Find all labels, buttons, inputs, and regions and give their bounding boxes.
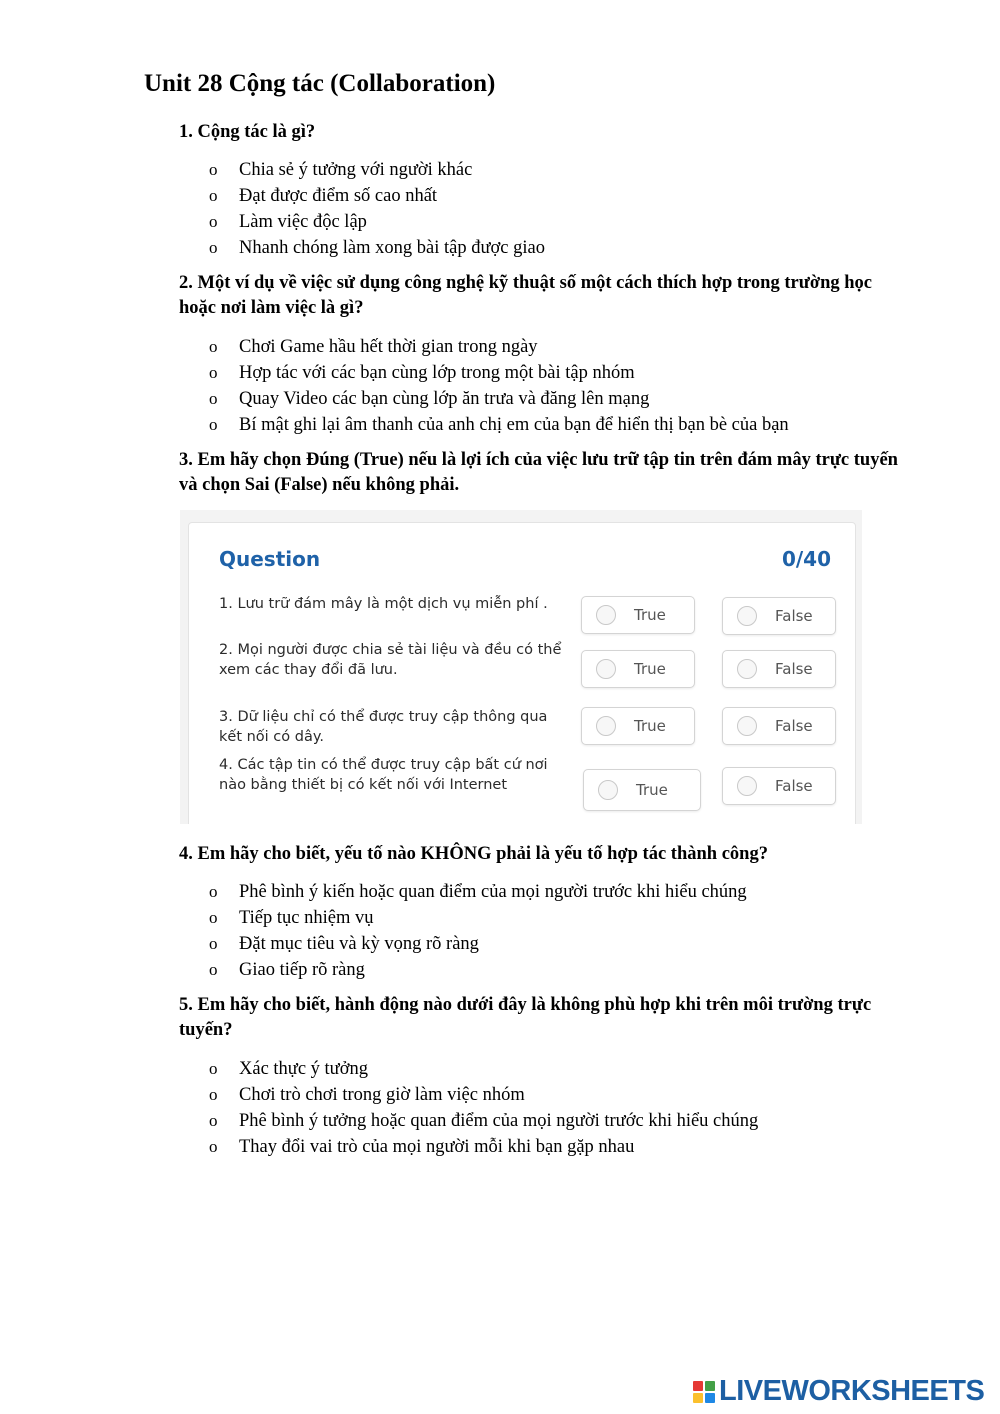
option[interactable] — [209, 1108, 758, 1134]
option-label: Nhanh chóng làm xong bài tập được giao — [239, 238, 545, 258]
false-label: False — [775, 607, 813, 625]
option-label: Chơi Game hầu hết thời gian trong ngày — [239, 337, 538, 357]
option-label: Xác thực ý tưởng — [239, 1059, 368, 1079]
radio-icon[interactable] — [596, 659, 616, 679]
bullet: o — [209, 238, 218, 257]
radio-icon[interactable] — [737, 659, 757, 679]
false-option[interactable] — [722, 650, 836, 688]
panel-heading: Question — [219, 547, 321, 571]
true-option[interactable] — [583, 769, 701, 811]
bullet: o — [209, 1059, 218, 1078]
bullet: o — [209, 882, 218, 901]
true-label: True — [634, 606, 666, 624]
option[interactable] — [209, 360, 789, 386]
option-label: Bí mật ghi lại âm thanh của anh chị em của bạn để hiển thị bạn bè của bạn — [239, 415, 789, 435]
bullet: o — [209, 363, 218, 382]
page-title: Unit 28 Cộng tác (Collaboration) — [144, 70, 496, 97]
true-label: True — [634, 717, 666, 735]
false-option[interactable] — [722, 597, 836, 635]
true-label: True — [634, 660, 666, 678]
option-label: Giao tiếp rõ ràng — [239, 960, 365, 980]
bullet: o — [209, 960, 218, 979]
option[interactable] — [209, 931, 747, 957]
tf-item-text: 3. Dữ liệu chỉ có thể được truy cập thông qua kết nối có dây. — [219, 709, 548, 745]
option[interactable] — [209, 209, 545, 235]
question-5: 5. Em hãy cho biết, hành động nào dưới đây là không phù hợp khi trên môi trường trực tuyến? — [179, 995, 872, 1040]
option[interactable] — [209, 183, 545, 209]
true-option[interactable] — [581, 596, 695, 634]
question-2-options — [209, 334, 789, 438]
option-label: Phê bình ý kiến hoặc quan điểm của mọi người trước khi hiểu chúng — [239, 882, 747, 902]
true-option[interactable] — [581, 650, 695, 688]
radio-icon[interactable] — [596, 716, 616, 736]
option[interactable] — [209, 905, 747, 931]
radio-icon[interactable] — [737, 716, 757, 736]
bullet: o — [209, 186, 218, 205]
bullet: o — [209, 908, 218, 927]
option[interactable] — [209, 879, 747, 905]
option-label: Hợp tác với các bạn cùng lớp trong một bài tập nhóm — [239, 363, 635, 383]
quiz-panel — [188, 522, 856, 824]
option-label: Tiếp tục nhiệm vụ — [239, 908, 374, 928]
question-5-options — [209, 1056, 758, 1160]
bullet: o — [209, 212, 218, 231]
bullet: o — [209, 415, 218, 434]
question-4: 4. Em hãy cho biết, yếu tố nào KHÔNG phải là yếu tố hợp tác thành công? — [179, 844, 768, 864]
radio-icon[interactable] — [596, 605, 616, 625]
bullet: o — [209, 934, 218, 953]
option[interactable] — [209, 1082, 758, 1108]
true-option[interactable] — [581, 707, 695, 745]
radio-icon[interactable] — [737, 776, 757, 796]
tf-item-text: 4. Các tập tin có thể được truy cập bất cứ nơi nào bằng thiết bị có kết nối với Internet — [219, 757, 548, 793]
quiz-screenshot — [180, 510, 862, 824]
brand-name: LIVEWORKSHEETS — [719, 1375, 985, 1407]
tf-item-text: 2. Mọi người được chia sẻ tài liệu và đều có thể xem các thay đổi đã lưu. — [219, 642, 562, 678]
bullet: o — [209, 337, 218, 356]
panel-header — [219, 547, 831, 571]
option[interactable] — [209, 386, 789, 412]
false-option[interactable] — [722, 707, 836, 745]
tf-item-text: 1. Lưu trữ đám mây là một dịch vụ miễn phí . — [219, 596, 548, 612]
bullet: o — [209, 389, 218, 408]
liveworksheets-logo[interactable] — [693, 1375, 984, 1408]
option-label: Thay đổi vai trò của mọi người mỗi khi bạn gặp nhau — [239, 1137, 635, 1157]
question-1-options — [209, 157, 545, 261]
option-label: Phê bình ý tưởng hoặc quan điểm của mọi người trước khi hiểu chúng — [239, 1111, 759, 1131]
bullet: o — [209, 160, 218, 179]
false-label: False — [775, 777, 813, 795]
true-label: True — [636, 781, 668, 799]
question-3: 3. Em hãy chọn Đúng (True) nếu là lợi ích của việc lưu trữ tập tin trên đám mây trực tuyến và chọn Sai (False) nếu không phải. — [179, 450, 898, 495]
radio-icon[interactable] — [598, 780, 618, 800]
question-1: 1. Cộng tác là gì? — [179, 122, 316, 142]
question-2: 2. Một ví dụ về việc sử dụng công nghệ kỹ thuật số một cách thích hợp trong trường học hoặc nơi làm việc là gì? — [179, 273, 872, 318]
option-label: Đặt mục tiêu và kỳ vọng rõ ràng — [239, 934, 479, 954]
option-label: Đạt được điểm số cao nhất — [239, 186, 438, 206]
option-label: Quay Video các bạn cùng lớp ăn trưa và đăng lên mạng — [239, 389, 650, 409]
option[interactable] — [209, 157, 545, 183]
radio-icon[interactable] — [737, 606, 757, 626]
option[interactable] — [209, 1056, 758, 1082]
question-4-options — [209, 879, 747, 983]
option-label: Làm việc độc lập — [239, 212, 367, 232]
option-label: Chia sẻ ý tưởng với người khác — [239, 160, 473, 180]
option[interactable] — [209, 235, 545, 261]
bullet: o — [209, 1137, 218, 1156]
logo-grid-icon — [693, 1381, 715, 1403]
option[interactable] — [209, 412, 789, 438]
score-counter: 0/40 — [781, 547, 831, 571]
option-label: Chơi trò chơi trong giờ làm việc nhóm — [239, 1085, 525, 1105]
option[interactable] — [209, 334, 789, 360]
false-option[interactable] — [722, 767, 836, 805]
false-label: False — [775, 660, 813, 678]
option[interactable] — [209, 957, 747, 983]
false-label: False — [775, 717, 813, 735]
option[interactable] — [209, 1134, 758, 1160]
bullet: o — [209, 1111, 218, 1130]
bullet: o — [209, 1085, 218, 1104]
